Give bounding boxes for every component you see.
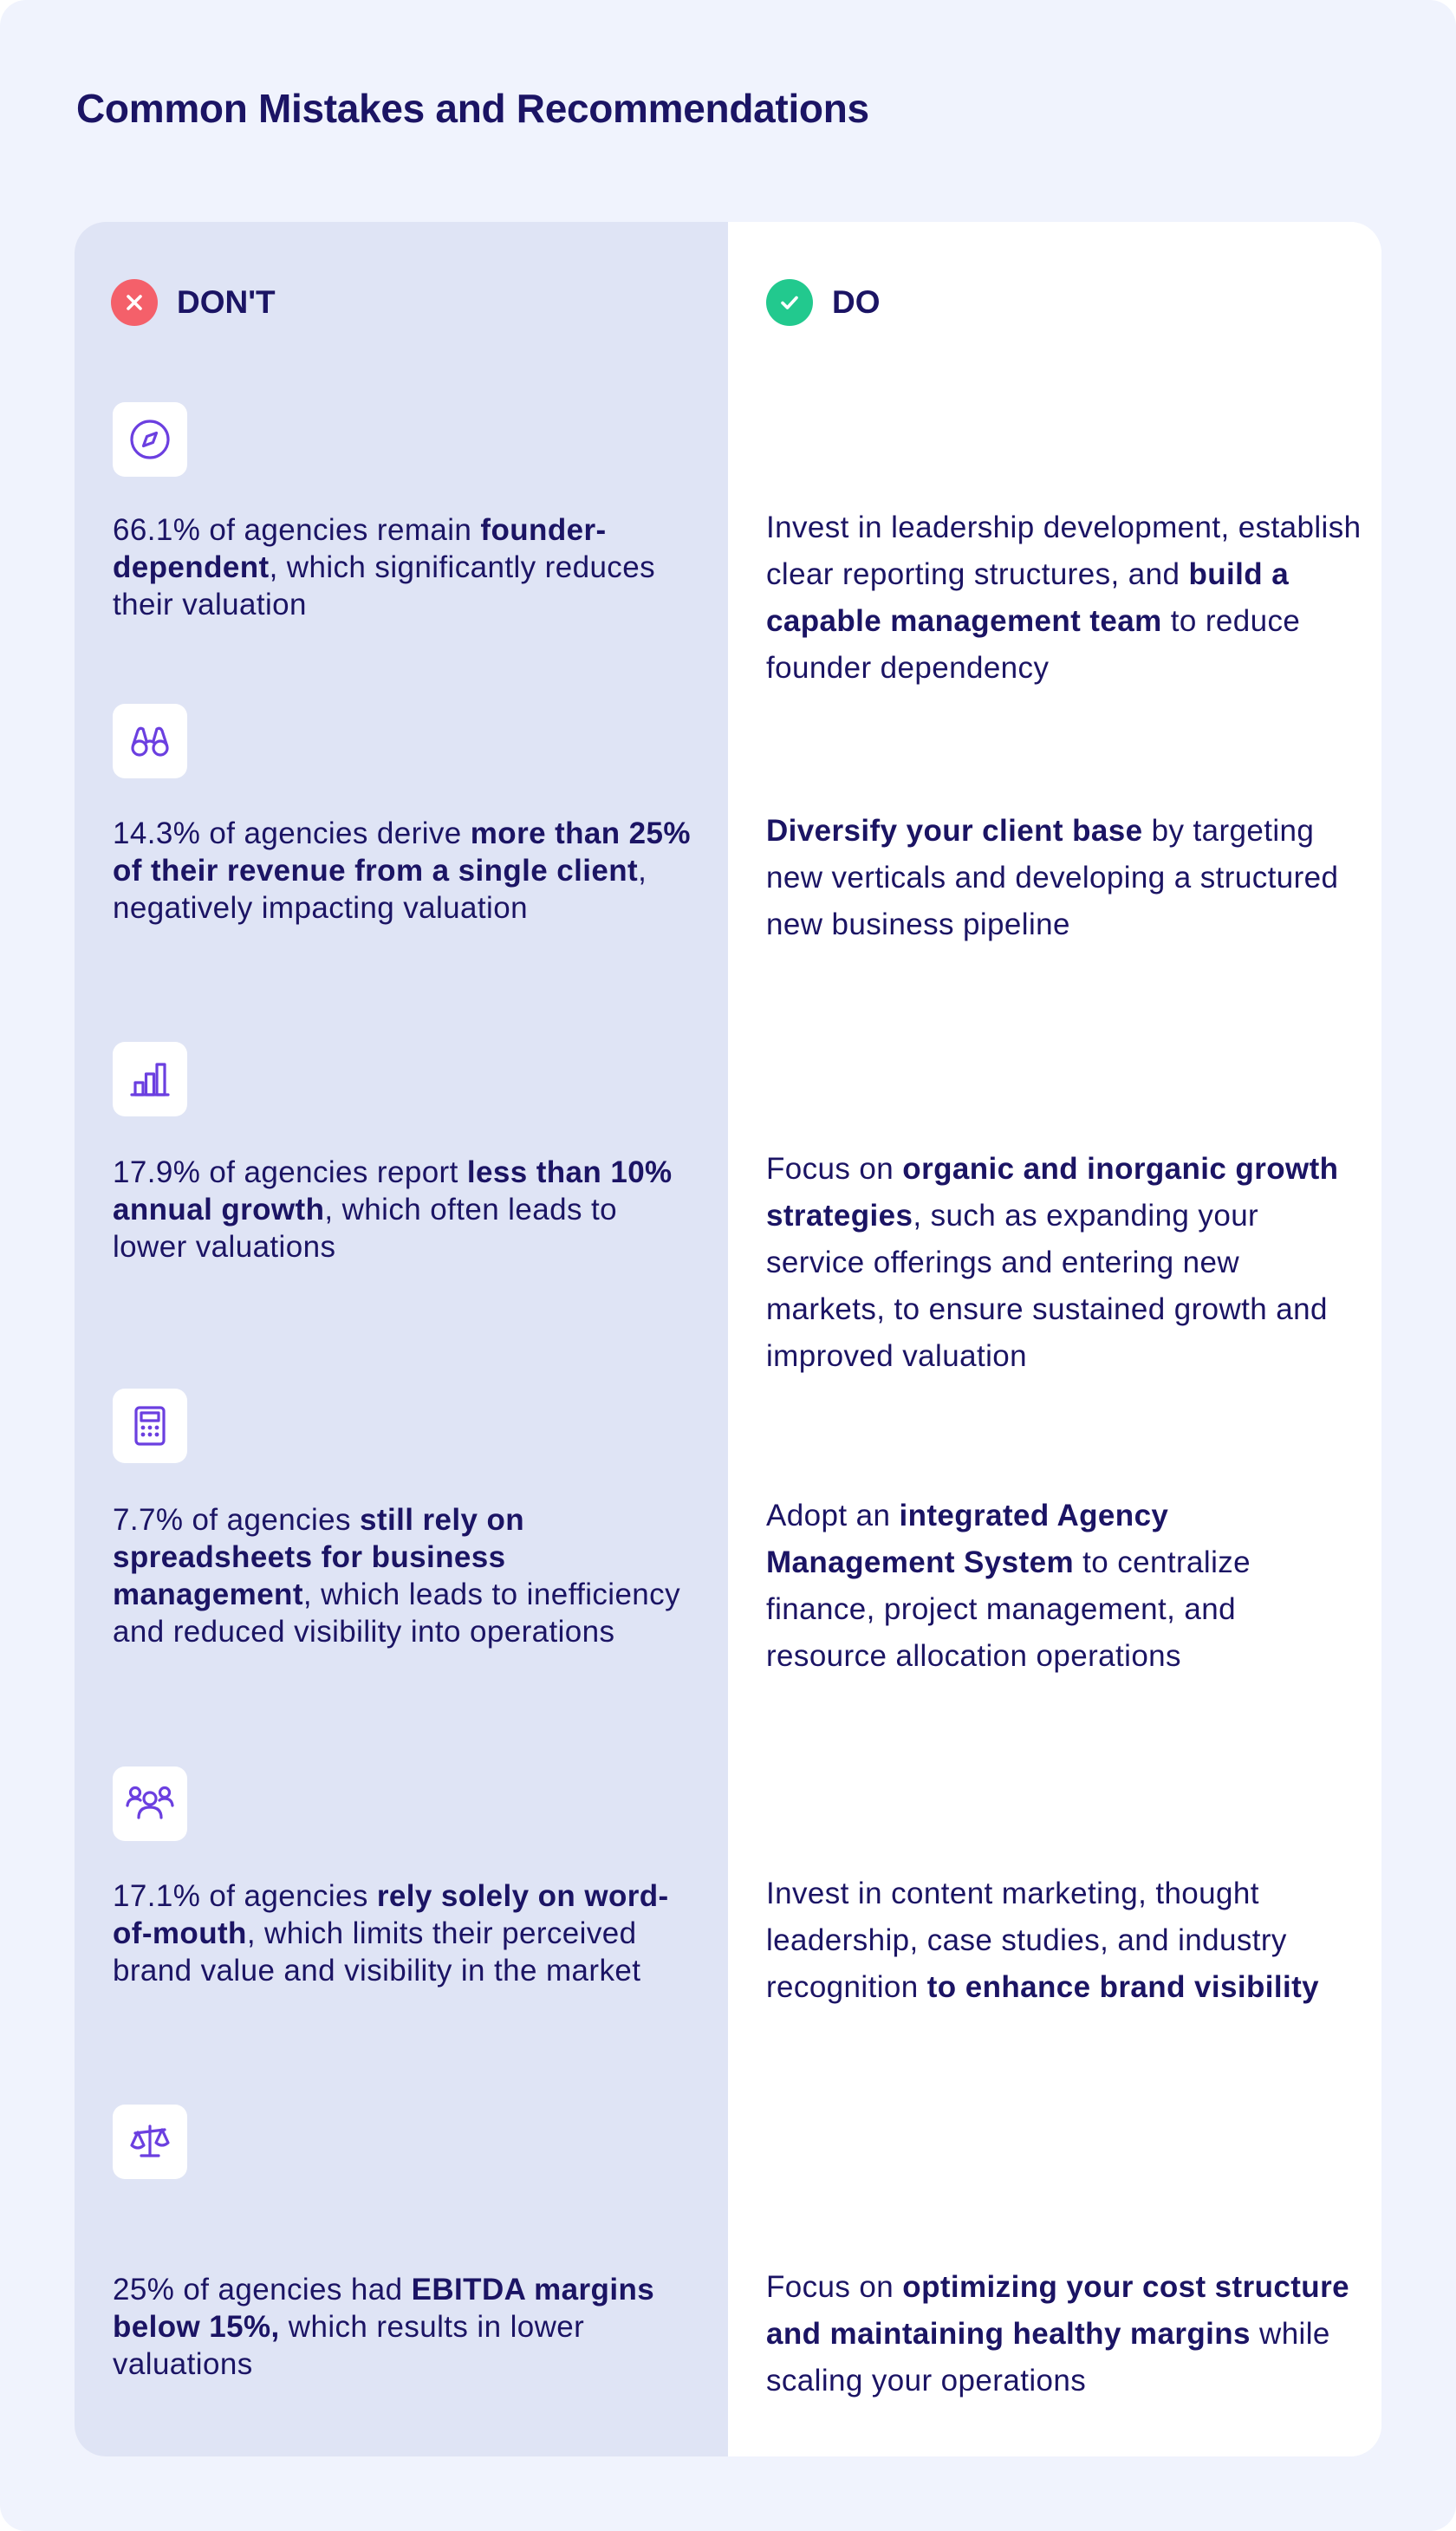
- bar-chart-icon: [113, 1042, 187, 1116]
- dont-column-label: DON'T: [177, 284, 276, 320]
- do-column: [728, 222, 1381, 2456]
- do-text-1: Invest in leadership development, establish clear reporting structures, and build a capable management team to reduce founder dependency: [766, 511, 1362, 685]
- do-column-label: DO: [832, 284, 881, 320]
- dont-text-2: 14.3% of agencies derive more than 25% of their revenue from a single client, negatively impacting valuation: [113, 817, 691, 925]
- scales-icon: [113, 2105, 187, 2179]
- dont-text-4: 7.7% of agencies still rely on spreadsheets for business management, which leads to inefficiency and reduced visibility into operations: [113, 1503, 680, 1649]
- dont-text-1: 66.1% of agencies remain founder-dependent, which significantly reduces their valuation: [113, 513, 655, 621]
- binoculars-icon: [113, 704, 187, 778]
- dont-column-header: [111, 279, 276, 326]
- do-text-2: Diversify your client base by targeting new verticals and developing a structured new business pipeline: [766, 814, 1339, 941]
- do-text-4: Adopt an integrated Agency Management System to centralize finance, project management, and resource allocation operations: [766, 1499, 1251, 1673]
- dont-text-6: 25% of agencies had EBITDA margins below 15%, which results in lower valuations: [113, 2273, 655, 2381]
- do-column-header: [766, 279, 881, 326]
- check-icon: [766, 279, 813, 326]
- do-text-6: Focus on optimizing your cost structure and maintaining healthy margins while scaling your operations: [766, 2270, 1349, 2398]
- calculator-icon: [113, 1389, 187, 1463]
- dont-text-5: 17.1% of agencies rely solely on word-of-mouth, which limits their perceived brand value and visibility in the market: [113, 1879, 669, 1988]
- dont-column: [75, 222, 728, 2456]
- do-text-3: Focus on organic and inorganic growth strategies, such as expanding your service offerings and entering new markets, to ensure sustained growth and improved valuation: [766, 1152, 1339, 1373]
- page-title: Common Mistakes and Recommendations: [76, 86, 869, 131]
- do-text-5: Invest in content marketing, thought leadership, case studies, and industry recognition to enhance brand visibility: [766, 1877, 1320, 2004]
- compass-icon: [113, 402, 187, 477]
- comparison-card: [75, 222, 1381, 2456]
- users-icon: [113, 1766, 187, 1841]
- dont-text-3: 17.9% of agencies report less than 10% annual growth, which often leads to lower valuations: [113, 1155, 673, 1264]
- close-icon: [111, 279, 158, 326]
